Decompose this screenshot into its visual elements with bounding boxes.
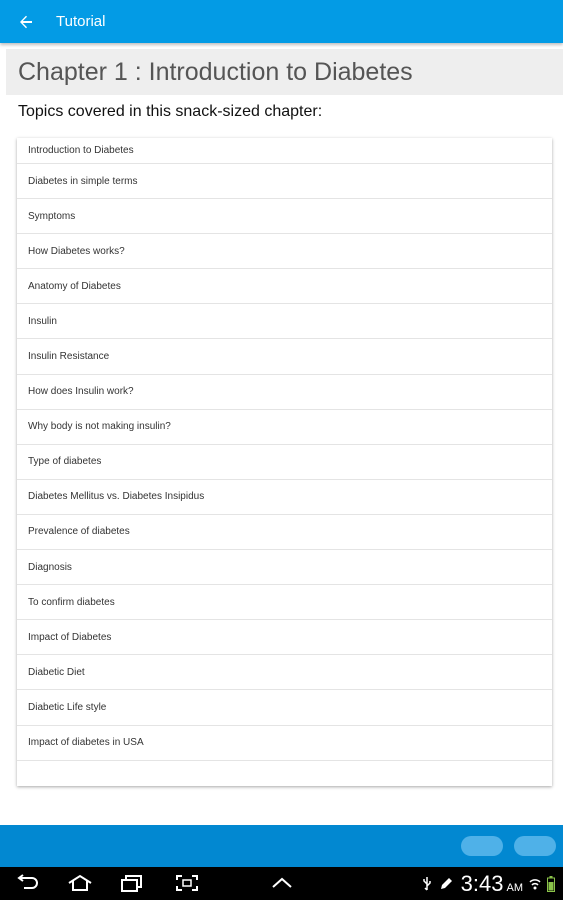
topic-item[interactable]: Anatomy of Diabetes [17,269,552,304]
topic-item[interactable]: Impact of Diabetes [17,620,552,655]
wifi-signal-icon [529,877,541,891]
topic-item[interactable]: Diagnosis [17,550,552,585]
system-nav-bar [0,867,563,900]
topic-item[interactable]: Symptoms [17,199,552,234]
up-chevron-icon[interactable] [268,871,296,895]
clock-ampm: AM [506,881,523,894]
topic-item[interactable]: Diabetic Life style [17,690,552,725]
topic-item[interactable]: Type of diabetes [17,445,552,480]
back-button[interactable] [12,8,40,36]
home-icon[interactable] [66,871,94,895]
topic-item[interactable]: To confirm diabetes [17,585,552,620]
back-icon[interactable] [14,871,42,895]
chapter-subtitle: Topics covered in this snack-sized chapter: [18,103,323,120]
topic-item[interactable]: Introduction to Diabetes [17,138,552,164]
topic-item[interactable]: How does Insulin work? [17,375,552,410]
chapter-title: Chapter 1 : Introduction to Diabetes [18,57,413,86]
status-area [415,867,555,900]
screenshot-icon[interactable] [173,871,201,895]
pencil-icon [439,877,453,891]
next-button[interactable] [514,836,556,856]
topic-item[interactable]: Prevalence of diabetes [17,515,552,550]
chapter-header [6,49,563,95]
topic-item[interactable]: Diabetes Mellitus vs. Diabetes Insipidus [17,480,552,515]
arrow-back-icon [18,14,34,30]
app-bar-title: Tutorial [56,13,106,30]
topic-item[interactable]: Insulin Resistance [17,339,552,374]
topics-list [17,138,552,761]
topic-item[interactable]: Impact of diabetes in USA [17,726,552,761]
recent-apps-icon[interactable] [118,871,146,895]
previous-button[interactable] [461,836,503,856]
topic-item[interactable]: Diabetes in simple terms [17,164,552,199]
clock-time: 3:43 [460,870,504,896]
topic-item[interactable]: Why body is not making insulin? [17,410,552,445]
battery-icon [547,876,555,892]
topic-item[interactable]: How Diabetes works? [17,234,552,269]
topics-card [17,138,552,786]
app-bar [0,0,563,43]
usb-icon [421,876,433,892]
topic-item[interactable]: Diabetic Diet [17,655,552,690]
topic-item[interactable]: Insulin [17,304,552,339]
bottom-bar [0,825,563,867]
